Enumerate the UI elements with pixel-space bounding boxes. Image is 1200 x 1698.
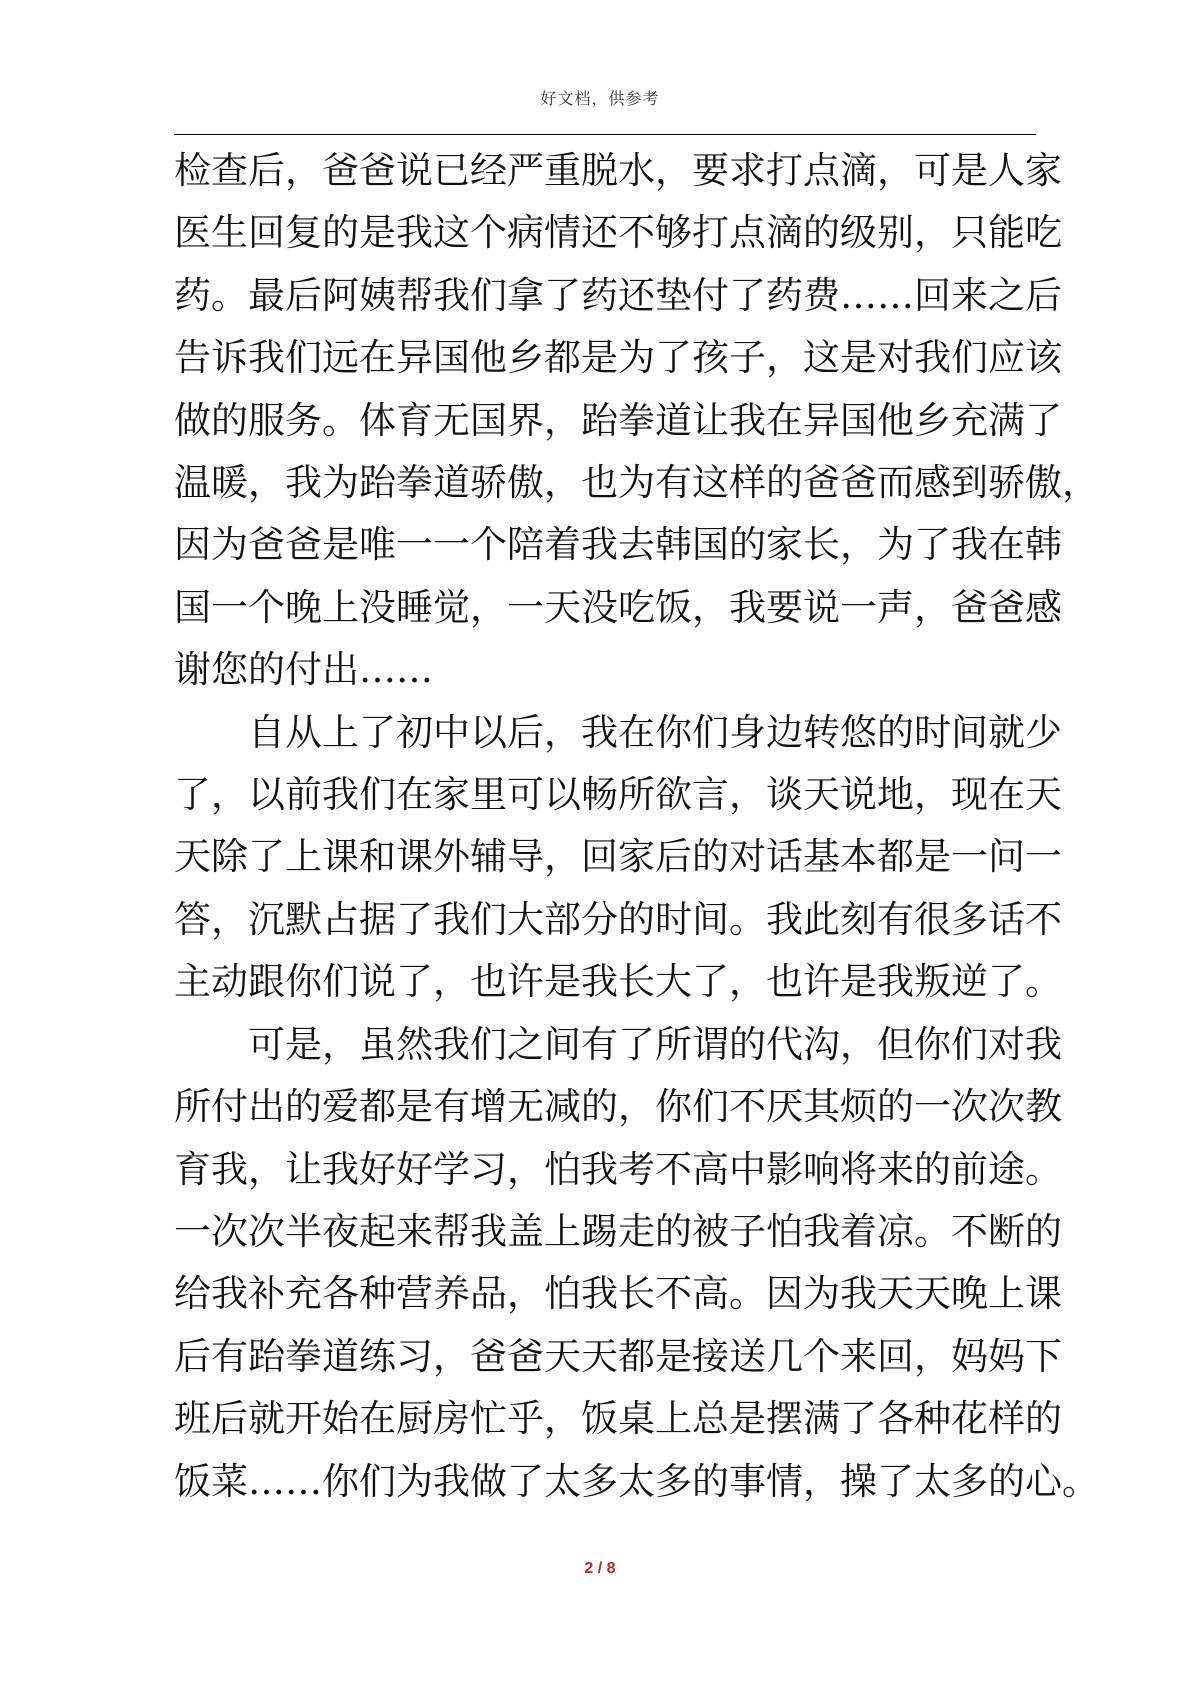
text-line: 告诉我们远在异国他乡都是为了孩子，这是对我们应该 xyxy=(174,336,1062,380)
text-line: 谢您的付出…… xyxy=(174,648,433,692)
text-line: 了，以前我们在家里可以畅所欲言，谈天说地，现在天 xyxy=(174,773,1062,817)
text-line: 饭菜……你们为我做了太多太多的事情，操了太多的心。 xyxy=(174,1459,1099,1503)
text-line: 检查后，爸爸说已经严重脱水，要求打点滴，可是人家 xyxy=(174,149,1062,192)
text-line: 自从上了初中以后，我在你们身边转悠的时间就少 xyxy=(248,710,1062,754)
header-divider xyxy=(174,134,1036,135)
text-line: 药。最后阿姨帮我们拿了药还垫付了药费……回来之后 xyxy=(174,273,1062,317)
text-line: 后有跆拳道练习，爸爸天天都是接送几个来回，妈妈下 xyxy=(174,1334,1062,1378)
text-line: 一次次半夜起来帮我盖上踢走的被子怕我着凉。不断的 xyxy=(174,1209,1062,1253)
document-body xyxy=(174,140,1099,1513)
page-header: 好文档，供参考 xyxy=(540,89,660,108)
page-number: 2 / 8 xyxy=(584,1560,616,1577)
text-line: 因为爸爸是唯一一个陪着我去韩国的家长，为了我在韩 xyxy=(174,523,1062,567)
text-line: 天除了上课和课外辅导，回家后的对话基本都是一问一 xyxy=(174,835,1062,879)
text-line: 育我，让我好好学习，怕我考不高中影响将来的前途。 xyxy=(174,1147,1062,1191)
text-line: 所付出的爱都是有增无减的，你们不厌其烦的一次次教 xyxy=(174,1085,1062,1129)
text-line: 班后就开始在厨房忙乎，饭桌上总是摆满了各种花样的 xyxy=(174,1397,1062,1441)
paragraph xyxy=(174,1014,1099,1513)
text-line: 答，沉默占据了我们大部分的时间。我此刻有很多话不 xyxy=(174,897,1062,941)
paragraph xyxy=(174,140,1099,702)
paragraph xyxy=(174,702,1062,1014)
text-line: 可是，虽然我们之间有了所谓的代沟，但你们对我 xyxy=(248,1022,1062,1066)
text-line: 温暖，我为跆拳道骄傲，也为有这样的爸爸而感到骄傲， xyxy=(174,461,1099,505)
text-line: 做的服务。体育无国界，跆拳道让我在异国他乡充满了 xyxy=(174,398,1062,442)
text-line: 主动跟你们说了，也许是我长大了，也许是我叛逆了。 xyxy=(174,960,1062,1004)
text-line: 医生回复的是我这个病情还不够打点滴的级别，只能吃 xyxy=(174,211,1062,255)
text-line: 给我补充各种营养品，怕我长不高。因为我天天晚上课 xyxy=(174,1272,1062,1316)
text-line: 国一个晚上没睡觉，一天没吃饭，我要说一声，爸爸感 xyxy=(174,585,1062,629)
